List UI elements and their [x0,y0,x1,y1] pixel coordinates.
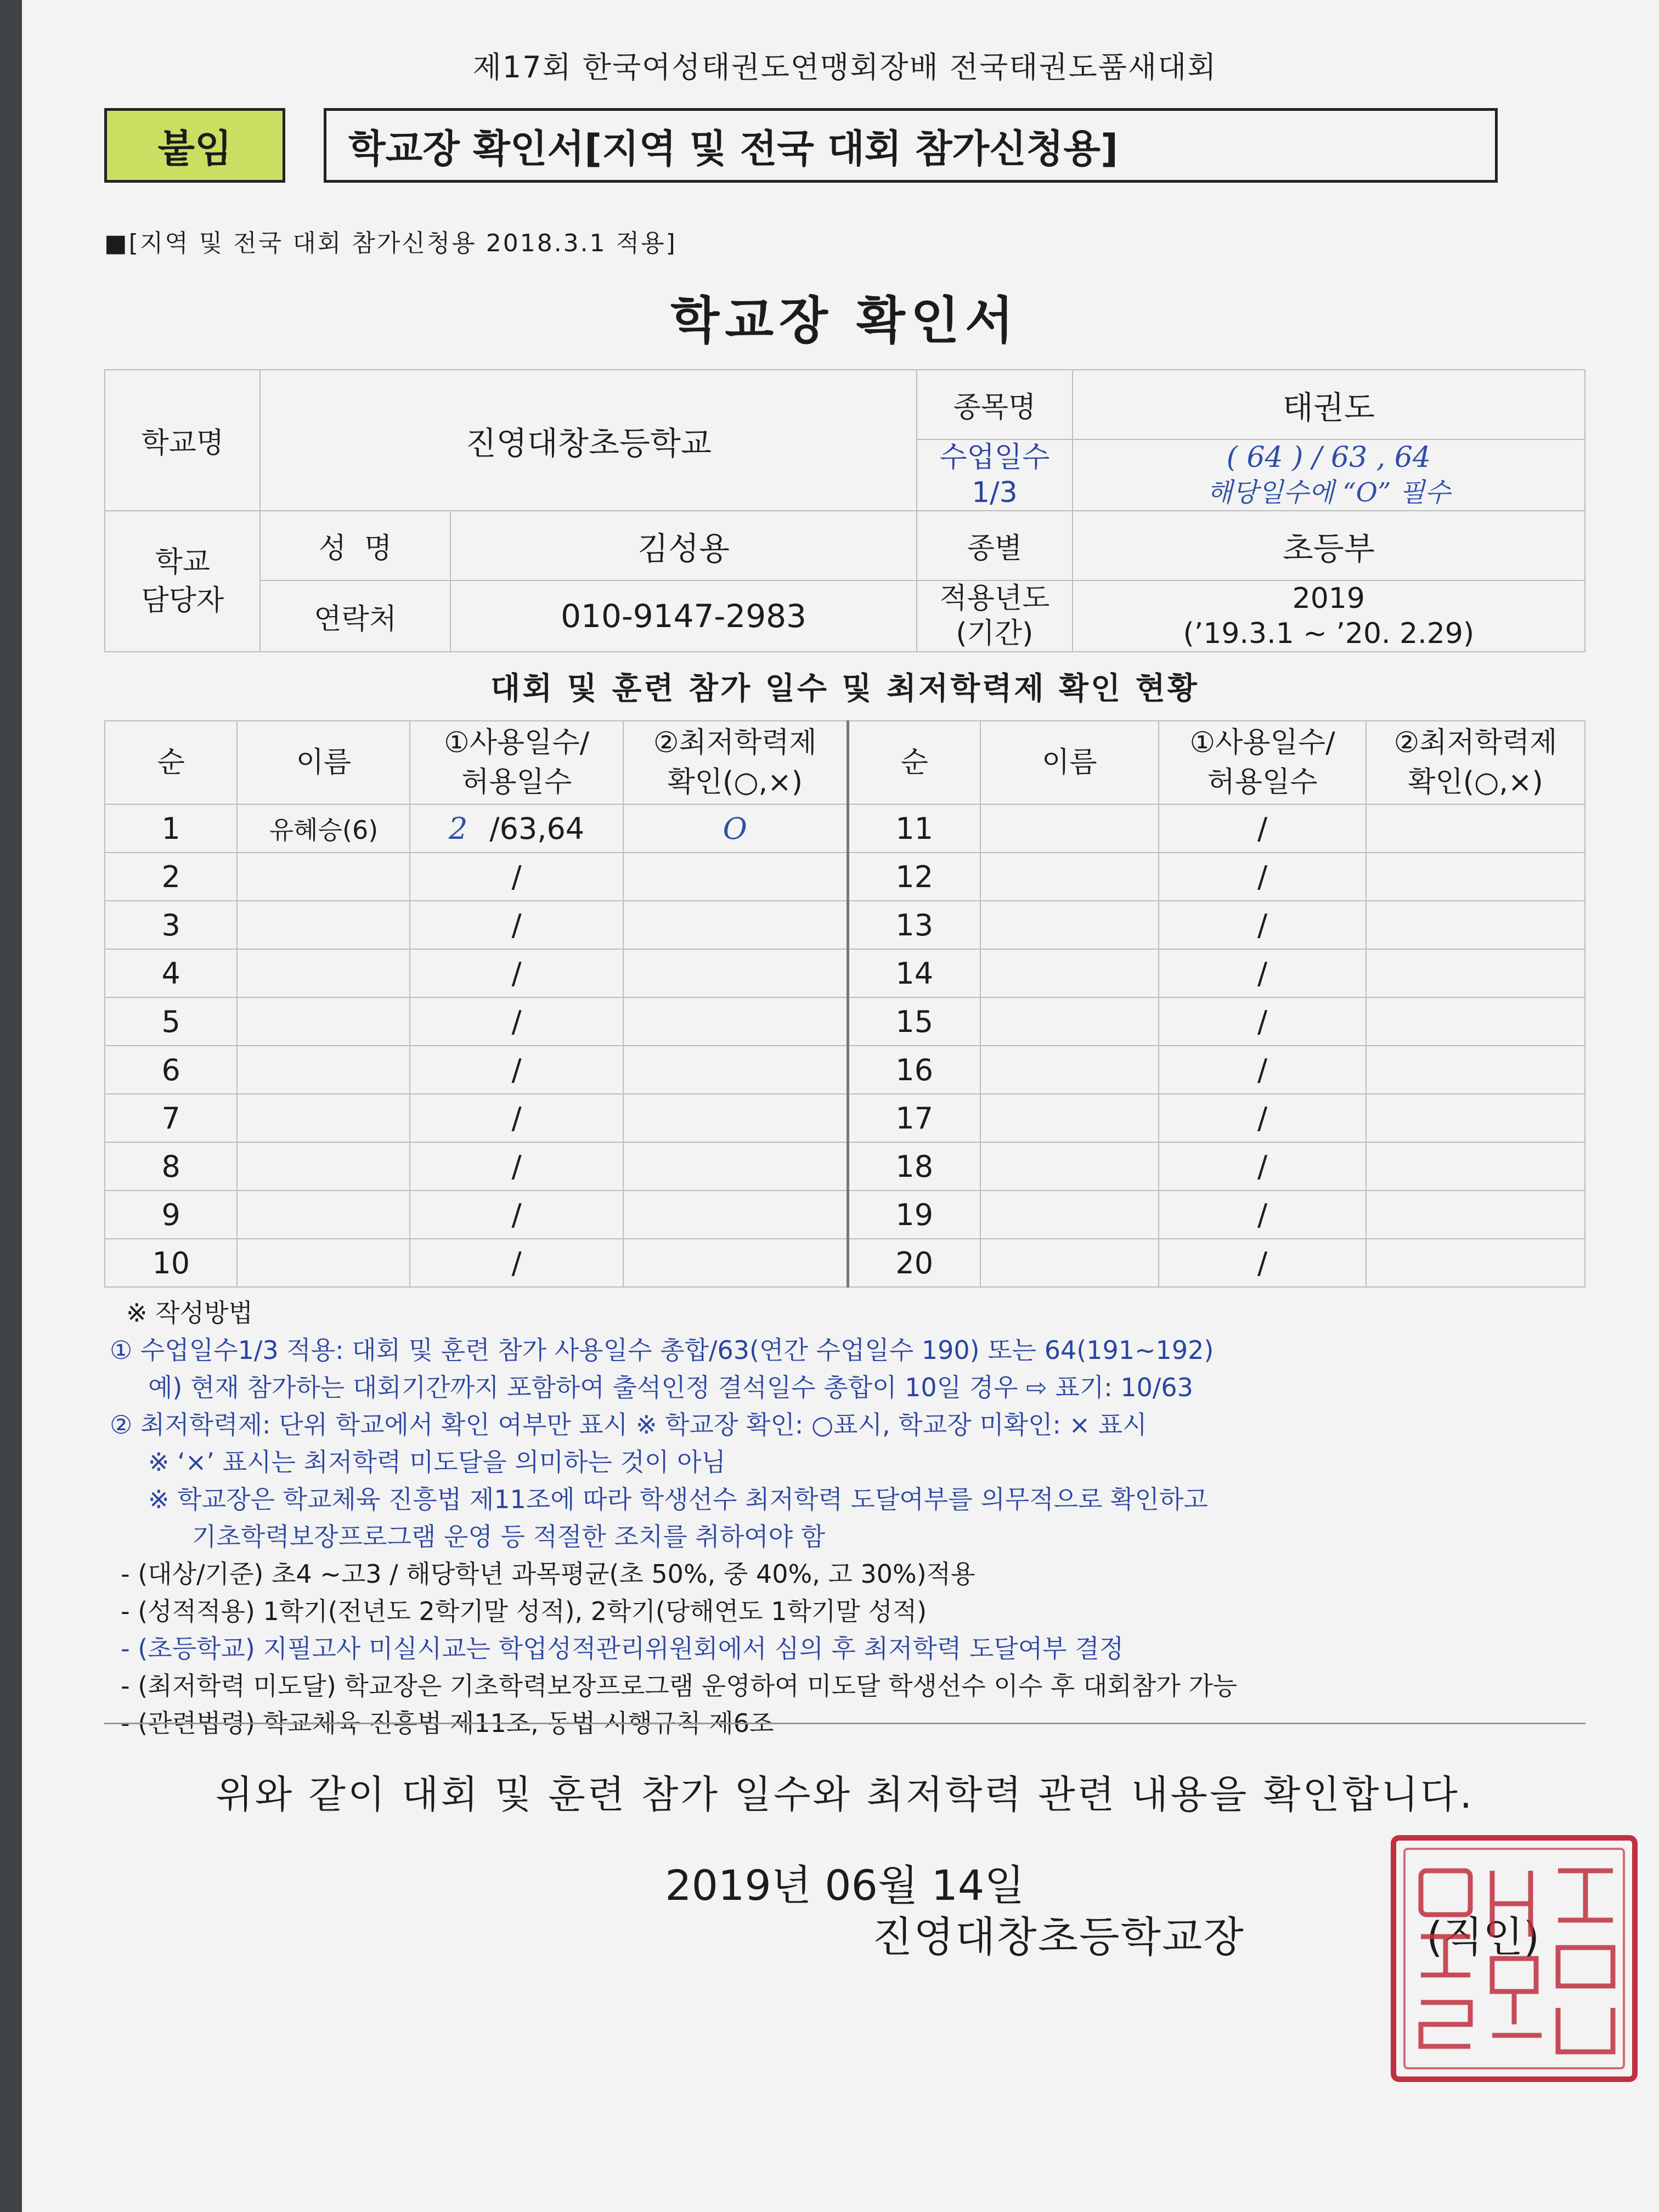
row-number: 8 [105,1142,237,1190]
note-item: - (초등학교) 지필고사 미실시교는 학업성적관리위원회에서 심의 후 최저학력 도달여부 결정 [121,1634,1124,1663]
used-days: / [410,997,623,1046]
row-number: 16 [848,1046,980,1094]
contact-value: 010-9147-2983 [450,580,917,652]
participation-table [104,720,1585,1288]
staff-label-1: 학교 [155,545,210,579]
seal-label: (직인) [1426,1912,1540,1961]
division-label: 종별 [917,511,1072,580]
form-title: 학교장 확인서[지역 및 전국 대회 참가신청용] [324,108,1498,183]
row-number: 5 [105,997,237,1046]
note-item: - (성적적용) 1학기(전년도 2학기말 성적), 2학기(당해연도 1학기말 성적) [121,1596,927,1626]
note-item: 예) 현재 참가하는 대회기간까지 포함하여 출석인정 결석일수 총합이 10일 경우 ⇨ 표기: 10/63 [148,1373,1193,1402]
used-days-handwritten: 2 [449,811,468,846]
used-days: / [410,901,623,949]
col-days-right [1159,721,1366,804]
col-days-right-2: 허용일수 [1207,766,1318,799]
principal-name: 진영대창초등학교장 [872,1912,1245,1961]
sport-value: 태권도 [1073,370,1585,439]
used-days: / [1159,1046,1366,1094]
academic-check [1366,1190,1585,1239]
row-number: 1 [105,804,237,853]
note-item: - (최저학력 미도달) 학교장은 기초학력보장프로그램 운영하여 미도달 학생선수 이수 후 대회참가 가능 [121,1671,1238,1701]
academic-check [623,853,848,901]
used-days [410,804,623,853]
table-header-row [105,721,1585,804]
document-page [104,33,1585,2172]
confirmation-text: 위와 같이 대회 및 훈련 참가 일수와 최저학력 관련 내용을 확인합니다. [215,1772,1475,1817]
note-item: ※ 학교장은 학교체육 진흥법 제11조에 따라 학생선수 최저학력 도달여부를 의무적으로 확인하고 [148,1485,1208,1514]
academic-check [623,949,848,997]
academic-check [1366,1142,1585,1190]
class-days-value-1: ( 64 ) / 63 , 64 [1226,441,1431,474]
used-days: / [1159,804,1366,853]
academic-check [623,901,848,949]
allowed-days: /63,64 [489,811,585,846]
row-number: 3 [105,901,237,949]
row-number: 14 [848,949,980,997]
name-value: 김성용 [450,511,917,580]
used-days: / [410,1094,623,1142]
col-no: 순 [105,721,237,804]
col-days [410,721,623,804]
year-value [1073,580,1585,652]
table-row [105,804,1585,853]
academic-check [623,1046,848,1094]
academic-check [623,1239,848,1287]
academic-check [623,997,848,1046]
staff-label [105,511,260,652]
student-name [980,997,1159,1046]
note-item: - (대상/기준) 초4 ~고3 / 해당학년 과목평균(초 50%, 중 40%, 고 30%)적용 [121,1559,975,1589]
row-number: 18 [848,1142,980,1190]
student-name [237,901,410,949]
row-number: 20 [848,1239,980,1287]
table-row [105,1046,1585,1094]
table-row [105,1190,1585,1239]
form-note: ■[지역 및 전국 대회 참가신청용 2018.3.1 적용] [104,229,677,257]
row-number: 6 [105,1046,237,1094]
year-value-1: 2019 [1292,582,1365,615]
class-days-label-2: 1/3 [972,476,1018,509]
row-number: 19 [848,1190,980,1239]
info-table [104,369,1585,652]
academic-check [623,1094,848,1142]
academic-check: O [623,804,848,853]
staff-label-2: 담당자 [141,584,224,617]
student-name [980,1094,1159,1142]
used-days: / [1159,997,1366,1046]
note-item: ① 수업일수1/3 적용: 대회 및 훈련 참가 사용일수 총합/63(연간 수업일수 190) 또는 64(191~192) [110,1335,1214,1365]
col-no-right: 순 [848,721,980,804]
student-name [237,1046,410,1094]
academic-check [1366,997,1585,1046]
status-title: 대회 및 훈련 참가 일수 및 최저학력제 확인 현황 [490,671,1199,707]
used-days: / [410,1046,623,1094]
header-row [104,108,1585,190]
academic-check [1366,949,1585,997]
class-days-value-2: 해당일수에 “O” 필수 [1207,477,1451,508]
paper-sheet [22,0,1659,2212]
table-row [105,853,1585,901]
student-name [980,1239,1159,1287]
used-days: / [1159,1190,1366,1239]
student-name [237,1094,410,1142]
used-days: / [410,1142,623,1190]
table-row [105,1142,1585,1190]
used-days: / [1159,1094,1366,1142]
note-item: ※ ‘×’ 표시는 최저학력 미도달을 의미하는 것이 아님 [148,1447,726,1477]
col-check-right-2: 확인(○,×) [1408,766,1543,799]
table-row [105,1094,1585,1142]
used-days: / [410,853,623,901]
academic-check [1366,804,1585,853]
col-days-1: ①사용일수/ [444,726,590,759]
year-label-2: (기간) [956,617,1034,650]
row-number: 10 [105,1239,237,1287]
col-check-1: ②최저학력제 [653,726,817,759]
row-number: 15 [848,997,980,1046]
col-check [623,721,848,804]
student-name [237,997,410,1046]
used-days: / [410,949,623,997]
note-item: 기초학력보장프로그램 운영 등 적절한 조치를 취하여야 함 [192,1522,826,1551]
student-name [980,1046,1159,1094]
student-name [980,1142,1159,1190]
document-title: 학교장 확인서 [670,291,1019,350]
student-name: 유혜승(6) [237,804,410,853]
row-number: 13 [848,901,980,949]
table-row [105,949,1585,997]
table-row [105,1239,1585,1287]
used-days: / [1159,853,1366,901]
used-days: / [1159,949,1366,997]
academic-check [1366,901,1585,949]
division-value: 초등부 [1073,511,1585,580]
used-days: / [1159,1142,1366,1190]
student-name [237,1239,410,1287]
student-name [980,901,1159,949]
row-number: 2 [105,853,237,901]
academic-check [1366,1094,1585,1142]
used-days: / [1159,901,1366,949]
row-number: 17 [848,1094,980,1142]
academic-check [1366,1239,1585,1287]
official-seal-icon [1388,1832,1640,2085]
col-name-right: 이름 [980,721,1159,804]
row-number: 4 [105,949,237,997]
student-name [980,949,1159,997]
year-label-1: 적용년도 [939,582,1050,615]
row-number: 11 [848,804,980,853]
writing-instructions [104,1294,1585,1742]
col-days-2: 허용일수 [461,766,572,799]
class-days-label-1: 수업일수 [939,441,1050,474]
row-number: 12 [848,853,980,901]
note-item: ② 최저학력제: 단위 학교에서 확인 여부만 표시 ※ 학교장 확인: ○표시, 학교장 미확인: × 표시 [110,1410,1147,1440]
table-row [105,901,1585,949]
used-days: / [1159,1239,1366,1287]
year-value-2: (’19.3.1 ~ ’20. 2.29) [1183,617,1475,650]
school-label: 학교명 [105,370,260,511]
row-number: 9 [105,1190,237,1239]
event-title: 제17회 한국여성태권도연맹회장배 전국태권도품새대회 [472,50,1217,84]
class-days-label [917,439,1072,511]
class-days-value [1073,439,1585,511]
academic-check [1366,1046,1585,1094]
note-heading: ※ 작성방법 [126,1298,253,1328]
student-name [980,804,1159,853]
divider [104,1723,1585,1724]
year-label [917,580,1072,652]
col-check-right [1366,721,1585,804]
student-name [237,1142,410,1190]
used-days: / [410,1239,623,1287]
col-days-right-1: ①사용일수/ [1189,726,1335,759]
confirmation-date: 2019년 06월 14일 [665,1861,1025,1910]
student-name [237,853,410,901]
student-name [980,853,1159,901]
row-number: 7 [105,1094,237,1142]
col-check-right-1: ②최저학력제 [1393,726,1558,759]
academic-check [623,1142,848,1190]
academic-check [623,1190,848,1239]
name-label: 성 명 [260,511,450,580]
attachment-badge: 붙임 [104,108,285,183]
school-value: 진영대창초등학교 [260,370,917,511]
used-days: / [410,1190,623,1239]
sport-label: 종목명 [917,370,1072,439]
col-check-2: 확인(○,×) [667,766,803,799]
contact-label: 연락처 [260,580,450,652]
student-name [237,1190,410,1239]
student-name [237,949,410,997]
note-item: - (관련법령) 학교체육 진흥법 제11조, 동법 시행규칙 제6조 [121,1708,774,1738]
academic-check [1366,853,1585,901]
col-name: 이름 [237,721,410,804]
student-name [980,1190,1159,1239]
table-row [105,997,1585,1046]
